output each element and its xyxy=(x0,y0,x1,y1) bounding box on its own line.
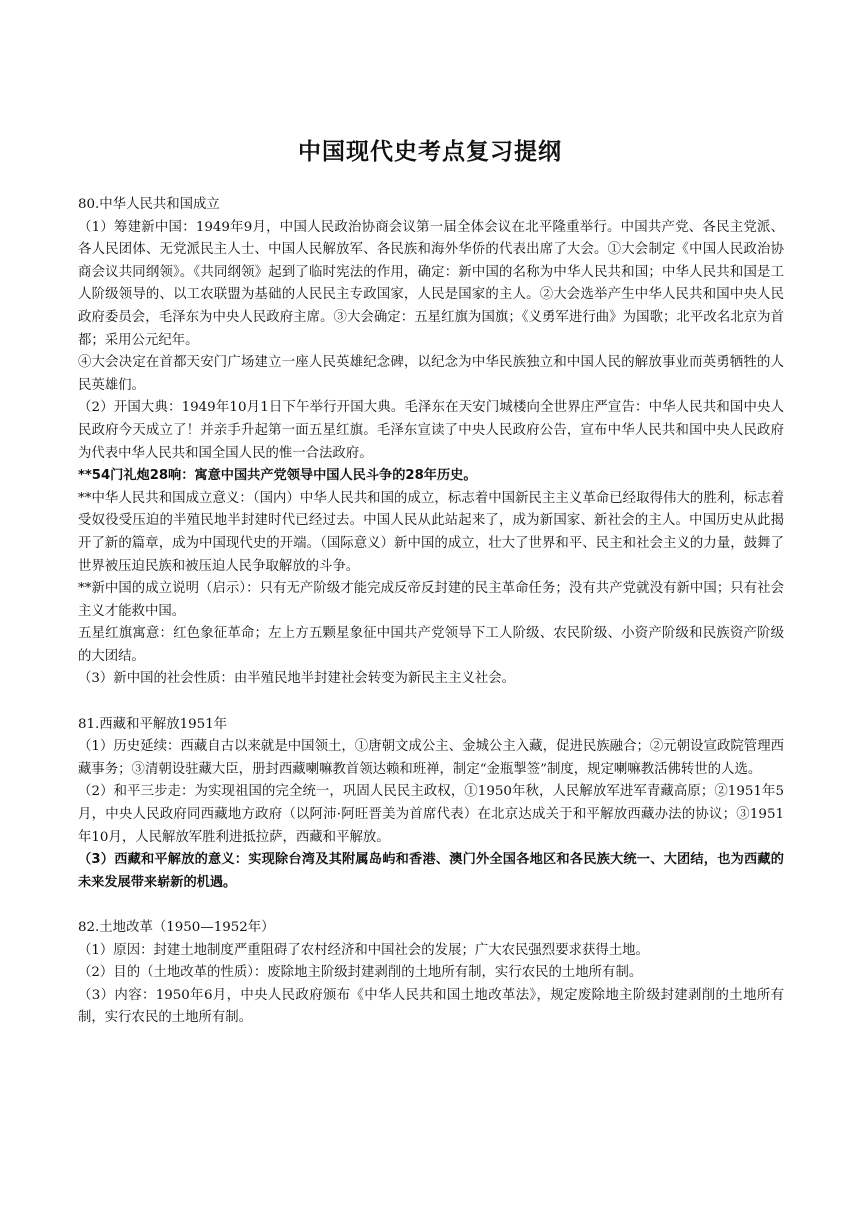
paragraph: （1）历史延续：西藏自古以来就是中国领土，①唐朝文成公主、金城公主入藏，促进民族融合；②元朝设宣政院管理西藏事务；③清朝设驻藏大臣，册封西藏喇嘛教首领达赖和班禅，制定“金瓶掣签”制度，规定喇嘛教活佛转世的人选。 xyxy=(78,739,784,777)
paragraph-bold: （3）西藏和平解放的意义：实现除台湾及其附属岛屿和香港、澳门外全国各地区和各民族大统一、大团结，也为西藏的未来发展带来崭新的机遇。 xyxy=(78,852,784,890)
section-82 xyxy=(78,917,784,1030)
section-heading: 82.土地改革（1950—1952年） xyxy=(78,920,275,935)
paragraph: ④大会决定在首都天安门广场建立一座人民英雄纪念碑，以纪念为中华民族独立和中国人民的解放事业而英勇牺牲的人民英雄们。 xyxy=(78,355,784,393)
document-body xyxy=(78,194,784,1030)
paragraph: （2）目的（土地改革的性质）：废除地主阶级封建剥削的土地所有制，实行农民的土地所有制。 xyxy=(78,965,643,981)
section-80 xyxy=(78,194,784,691)
section-spacer xyxy=(78,691,784,714)
paragraph: 五星红旗寓意：红色象征革命；左上方五颗星象征中国共产党领导下工人阶级、农民阶级、小资产阶级和民族资产阶级的大团结。 xyxy=(78,626,784,664)
section-spacer xyxy=(78,894,784,917)
section-heading: 80.中华人民共和国成立 xyxy=(78,197,220,212)
document-title: 中国现代史考点复习提纲 xyxy=(298,139,562,165)
paragraph: （1）筹建新中国：1949年9月，中国人民政治协商会议第一届全体会议在北平隆重举行。中国共产党、各民主党派、各人民团体、无党派民主人士、中国人民解放军、各民族和海外华侨的代表出席了大会。①大会制定《中国人民政治协商会议共同纲领》。《共同纲领》起到了临时宪法的作用，确定：新中国的名称为中华人民共和国；中华人民共和国是工人阶级领导的、以工农联盟为基础的人民民主专政国家，人民是国家的主人。②大会选举产生中华人民共和国中央人民政府委员会，毛泽东为中央人民政府主席。③大会确定：五星红旗为国旗；《义勇军进行曲》为国歌；北平改名北京为首都；采用公元纪年。 xyxy=(78,219,784,348)
paragraph: （2）和平三步走：为实现祖国的完全统一，巩固人民民主政权，①1950年秋，人民解放军进军青藏高原；②1951年5月，中央人民政府同西藏地方政府（以阿沛·阿旺晋美为首席代表）在北京达成关于和平解放西藏办法的协议；③1951年10月，人民解放军胜利进抵拉萨，西藏和平解放。 xyxy=(78,784,784,845)
paragraph: （1）原因：封建土地制度严重阻碍了农村经济和中国社会的发展；广大农民强烈要求获得土地。 xyxy=(78,942,649,958)
paragraph: （2）开国大典：1949年10月1日下午举行开国大典。毛泽东在天安门城楼向全世界庄严宣告：中华人民共和国中央人民政府今天成立了！并亲手升起第一面五星红旗。毛泽东宣读了中央人民政府公告，宣布中华人民共和国中央人民政府为代表中华人民共和国全国人民的惟一合法政府。 xyxy=(78,400,784,461)
section-81 xyxy=(78,714,784,895)
paragraph: **新中国的成立说明（启示）：只有无产阶级才能完成反帝反封建的民主革命任务；没有共产党就没有新中国；只有社会主义才能救中国。 xyxy=(78,581,784,619)
paragraph: （3）新中国的社会性质：由半殖民地半封建社会转变为新民主主义社会。 xyxy=(78,671,516,687)
section-heading: 81.西藏和平解放1951年 xyxy=(78,716,228,732)
paragraph-bold: **54门礼炮28响：寓意中国共产党领导中国人民斗争的28年历史。 xyxy=(78,468,477,484)
paragraph: **中华人民共和国成立意义：（国内）中华人民共和国的成立，标志着中国新民主主义革命已经取得伟大的胜利，标志着受奴役受压迫的半殖民地半封建时代已经过去。中国人民从此站起来了，成为新国家、新社会的主人。中国历史从此揭开了新的篇章，成为中国现代史的开端。（国际意义）新中国的成立，壮大了世界和平、民主和社会主义的力量，鼓舞了世界被压迫民族和被压迫人民争取解放的斗争。 xyxy=(78,490,784,574)
paragraph: （3）内容：1950年6月，中央人民政府颁布《中华人民共和国土地改革法》，规定废除地主阶级封建剥削的土地所有制，实行农民的土地所有制。 xyxy=(78,987,784,1026)
